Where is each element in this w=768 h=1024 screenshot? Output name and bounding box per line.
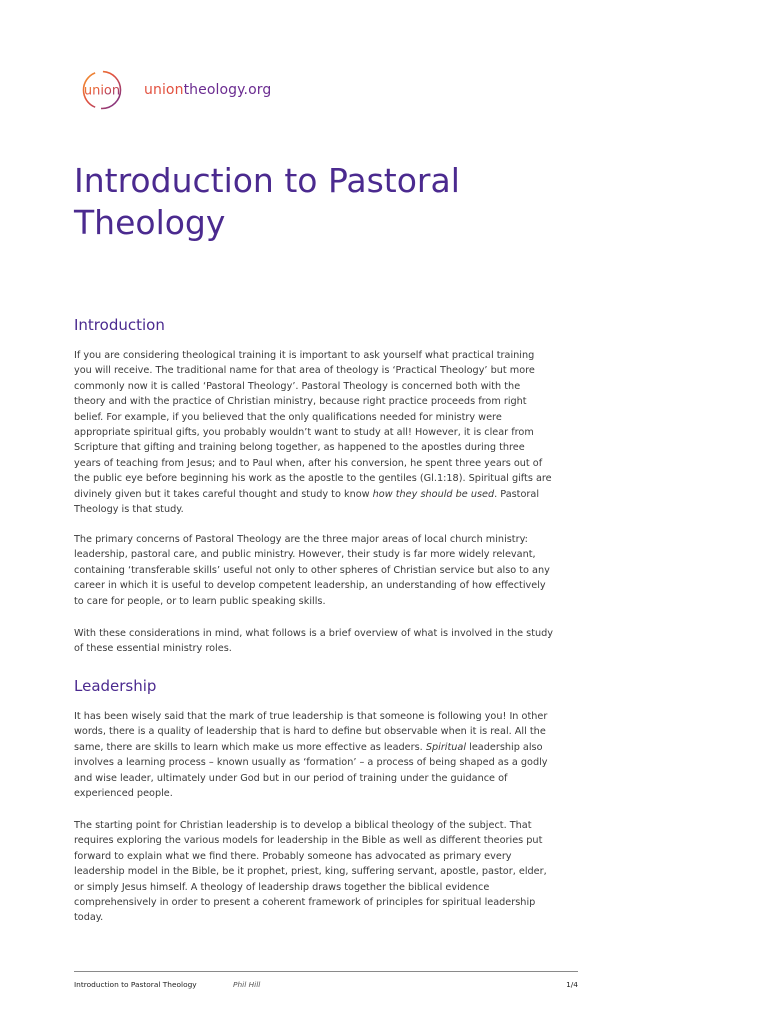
intro-paragraph-1 — [74, 348, 554, 517]
site-url[interactable] — [144, 82, 271, 98]
intro-paragraph-2: The primary concerns of Pastoral Theology are the three major areas of local church ministry: leadership, pastoral care, and public ministry. However, their study is far more widely relevant, containing ‘transferable skills’ useful not only to other spheres of Christian service but also to any career in which it is useful to develop competent leadership, an understanding of how effectively to care for people, or to learn public speaking skills. — [74, 534, 550, 607]
page-footer — [74, 980, 578, 992]
intro-paragraph-1-emphasis: how they should be used — [372, 488, 495, 500]
section-heading-leadership: Leadership — [74, 677, 157, 695]
intro-paragraph-1-text-b: . Pastoral Theology is that study. — [74, 488, 540, 516]
section-heading-introduction: Introduction — [74, 316, 165, 334]
union-logo-icon — [74, 70, 130, 110]
leadership-paragraph-1-emphasis: Spiritual — [425, 741, 467, 753]
footer-author: Phil Hill — [233, 980, 261, 989]
footer-title: Introduction to Pastoral Theology — [74, 980, 197, 989]
intro-paragraph-1-text-a: If you are considering theological training it is important to ask yourself what practical training you will receive. The traditional name for that area of theology is ‘Practical Theology’ but more commonly now it is called ‘Pastoral Theology’. Pastoral Theology is concerned both with the theory and with the practice of Christian ministry, because right practice proceeds from right belief. For example, if you believed that the only qualifications needed for ministry were appropriate spiritual gifts, you probably wouldn’t want to study at all! However, it is clear from Scripture that gifting and training belong together, as happened to the apostles during three years of teaching from Jesus; and to Paul when, after his conversion, he spent three years out of the public eye before beginning his work as the apostle to the gentiles (Gl.1:18). Spiritual gifts are divinely given but it takes careful thought and study to know — [74, 350, 552, 500]
leadership-paragraph-1-text-a: It has been wisely said that the mark of true leadership is that someone is following you! In other words, there is a quality of leadership that is hard to define but observable when it is real. All the same, there are skills to learn which make us more effective as leaders. — [74, 711, 548, 753]
page-header — [74, 70, 271, 110]
footer-page-number: 1/4 — [566, 980, 578, 989]
logo-text: union — [83, 83, 121, 99]
footer-divider — [74, 971, 578, 972]
intro-paragraph-3: With these considerations in mind, what follows is a brief overview of what is involved in the study of these essential ministry roles. — [74, 628, 554, 655]
site-url-part2: theology.org — [183, 82, 272, 98]
site-url-part1: union — [144, 82, 184, 98]
leadership-paragraph-1 — [74, 709, 554, 801]
leadership-paragraph-2: The starting point for Christian leadership is to develop a biblical theology of the subject. That requires exploring the various models for leadership in the Bible as well as different theories put forward to explain what we find there. Probably someone has advocated as primary every leadership model in the Bible, be it prophet, priest, king, suffering servant, apostle, pastor, elder, or simply Jesus himself. A theology of leadership draws together the biblical evidence comprehensively in order to present a coherent framework of principles for spiritual leadership today. — [74, 820, 547, 924]
leadership-paragraph-1-text-b: leadership also involves a learning process – known usually as ‘formation’ – a process of being shaped as a godly and wise leader, ultimately under God but in our period of training under the guidance of experienced people. — [74, 741, 548, 800]
document-title: Introduction to Pastoral Theology — [74, 161, 460, 242]
